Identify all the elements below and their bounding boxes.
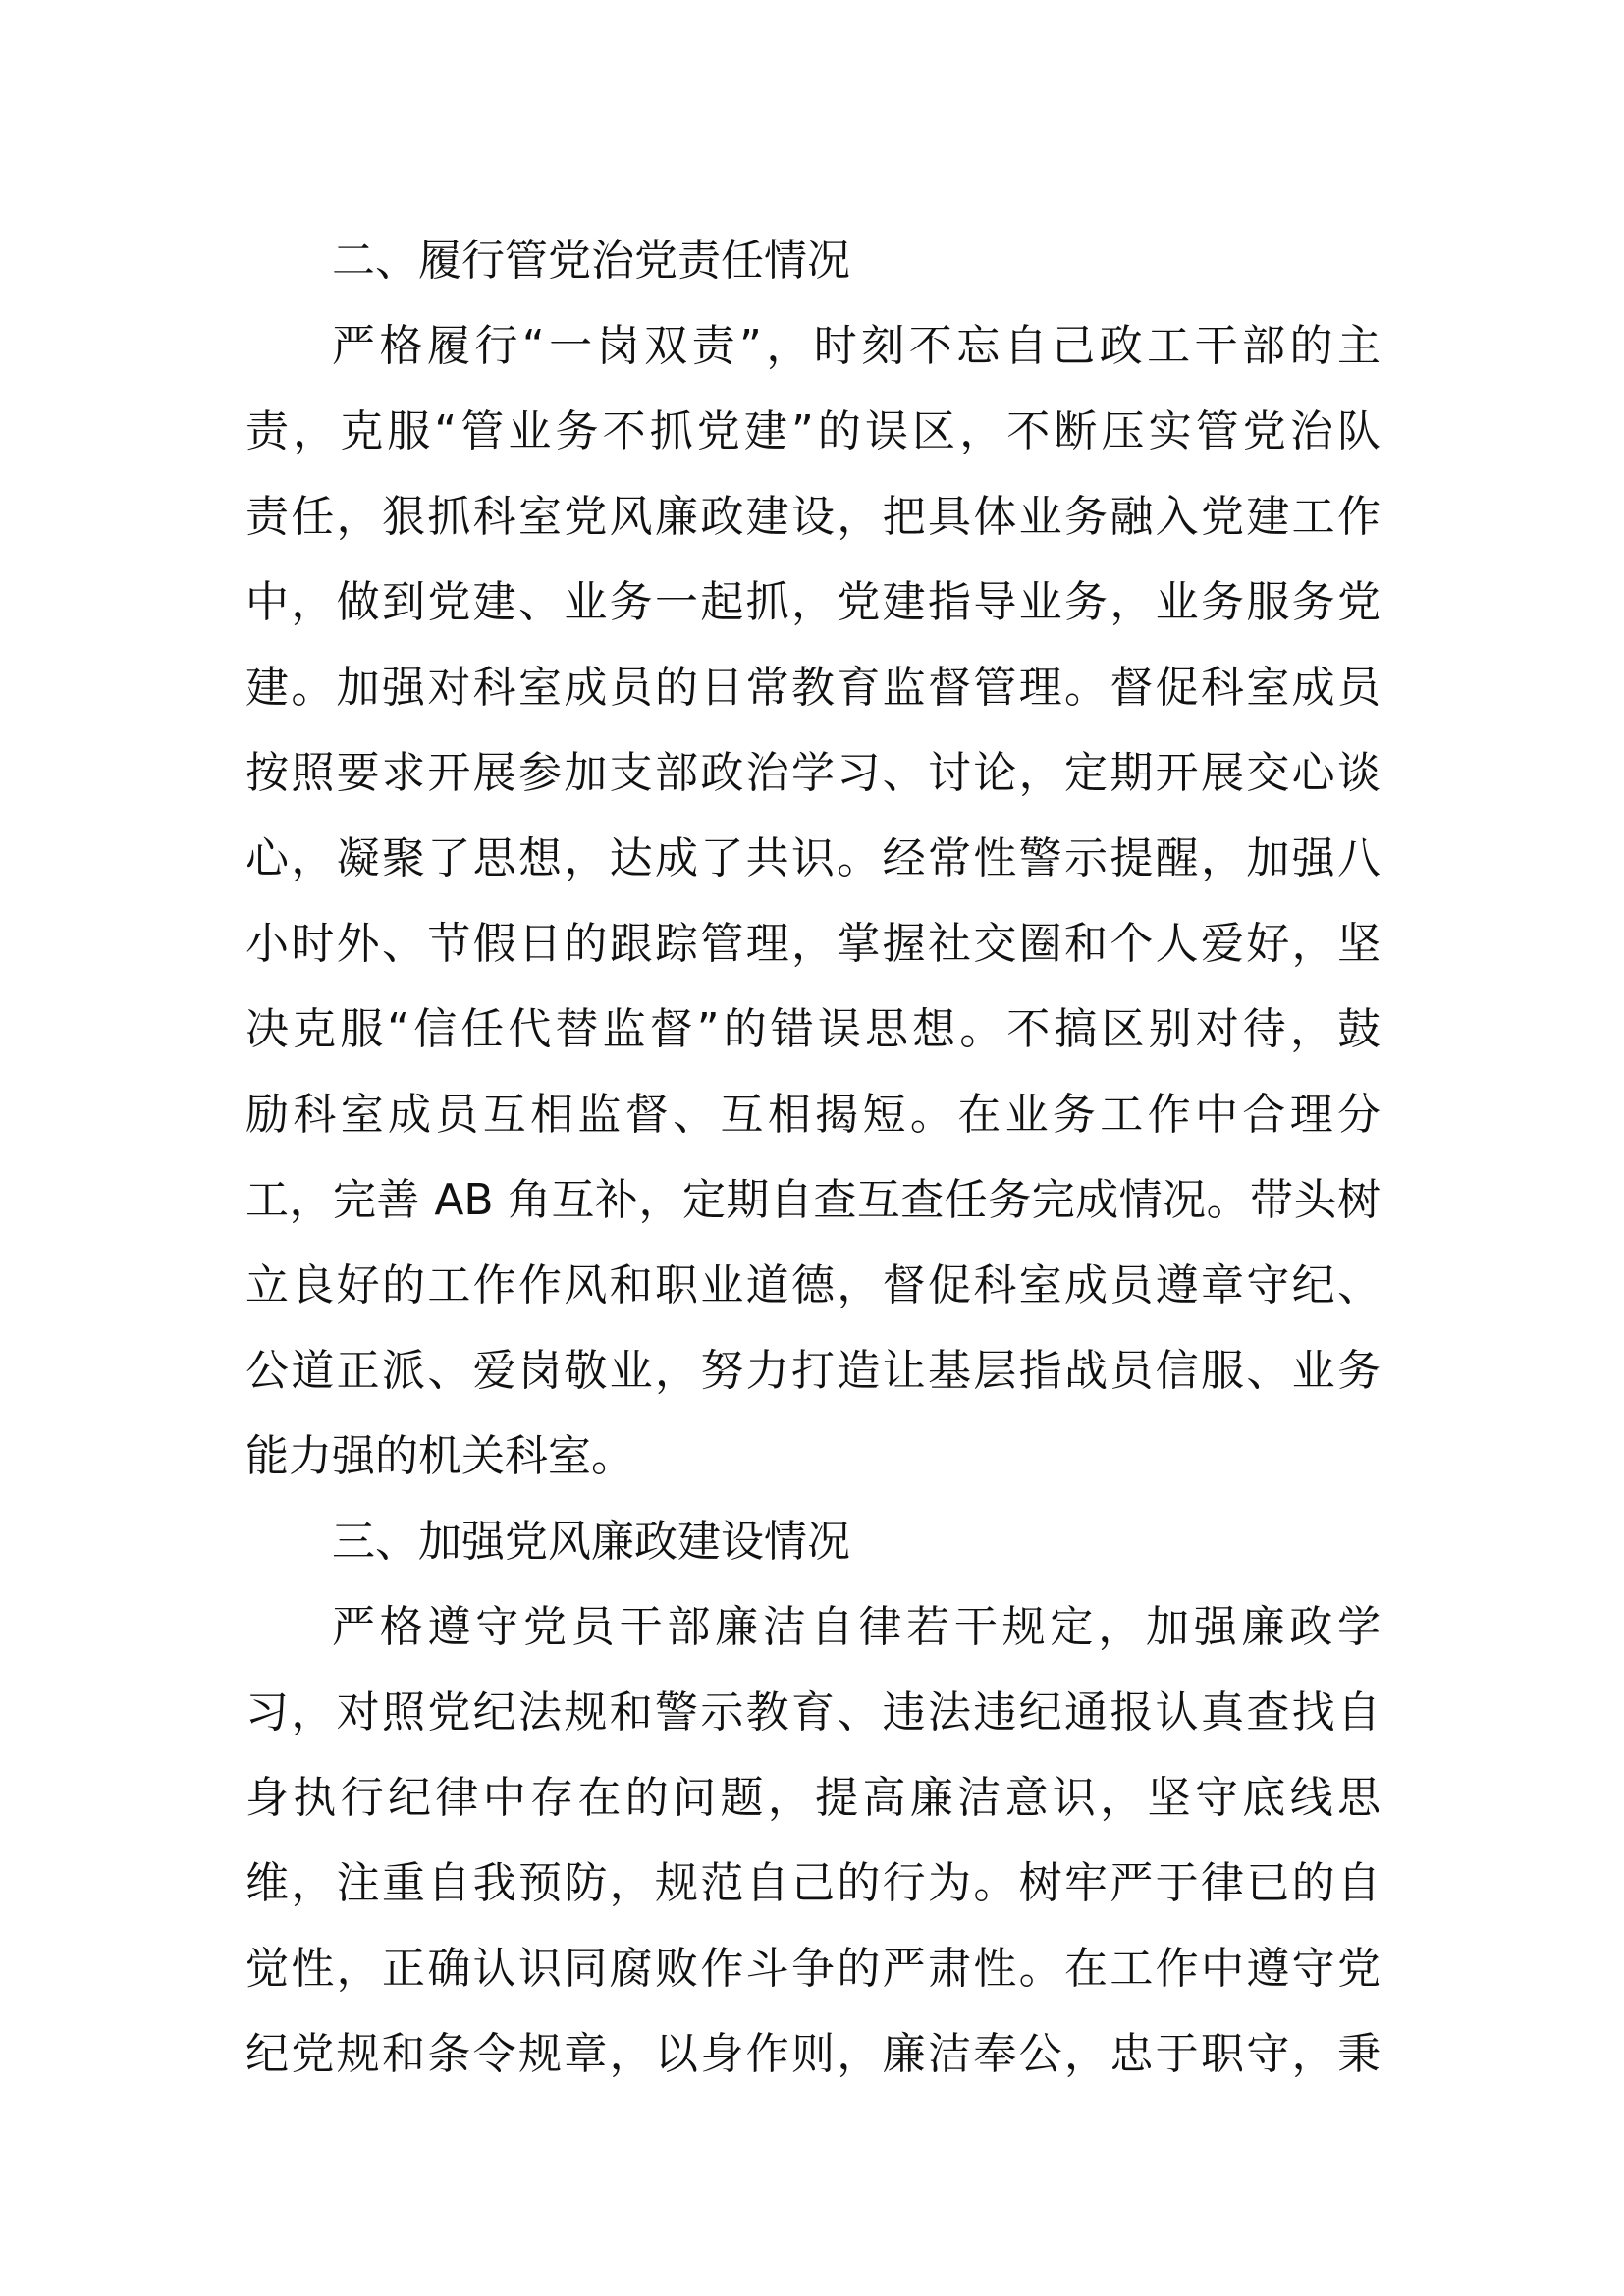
- text-line: 习，对照党纪法规和警示教育、违法违纪通报认真查找自: [245, 1687, 1380, 1737]
- text-line: 责，克服“管业务不抓党建”的误区，不断压实管党治队: [245, 406, 1380, 456]
- document-page: [245, 218, 1380, 2097]
- text-line: 严格履行“一岗双责”，时刻不忘自己政工干部的主: [332, 321, 1380, 371]
- text-line: 决克服“信任代替监督”的错误思想。不搞区别对待，鼓: [245, 1004, 1380, 1054]
- text-line: 觉性，正确认识同腐败作斗争的严肃性。在工作中遵守党: [245, 1944, 1380, 1994]
- text-line: 公道正派、爱岗敬业，努力打造让基层指战员信服、业务: [245, 1346, 1380, 1396]
- text-line: 立良好的工作作风和职业道德，督促科室成员遵章守纪、: [245, 1260, 1380, 1310]
- text-line: 按照要求开展参加支部政治学习、讨论，定期开展交心谈: [245, 748, 1380, 798]
- section-heading-2: 二、履行管党治党责任情况: [332, 236, 850, 286]
- section-2-body: [245, 303, 1380, 1499]
- text-line: 纪党规和条令规章，以身作则，廉洁奉公，忠于职守，秉: [245, 2029, 1380, 2079]
- text-line: 心，凝聚了思想，达成了共识。经常性警示提醒，加强八: [245, 833, 1380, 883]
- text-line: 励科室成员互相监督、互相揭短。在业务工作中合理分: [245, 1090, 1380, 1140]
- text-line: 身执行纪律中存在的问题，提高廉洁意识，坚守底线思: [245, 1773, 1380, 1823]
- text-line: 中，做到党建、业务一起抓，党建指导业务，业务服务党: [245, 577, 1380, 627]
- text-line: 能力强的机关科室。: [245, 1431, 634, 1481]
- text-line: 工，完善 AB 角互补，定期自查互查任务完成情况。带头树: [245, 1175, 1380, 1225]
- text-line: 小时外、节假日的跟踪管理，掌握社交圈和个人爱好，坚: [245, 919, 1380, 969]
- text-line: 建。加强对科室成员的日常教育监督管理。督促科室成员: [245, 663, 1380, 713]
- text-line: 责任，狠抓科室党风廉政建设，把具体业务融入党建工作: [245, 492, 1380, 542]
- text-line: 维，注重自我预防，规范自己的行为。树牢严于律已的自: [245, 1858, 1380, 1908]
- section-3-body: [245, 1584, 1380, 2097]
- section-heading-3: 三、加强党风廉政建设情况: [332, 1517, 850, 1567]
- text-line: 严格遵守党员干部廉洁自律若干规定，加强廉政学: [332, 1602, 1380, 1652]
